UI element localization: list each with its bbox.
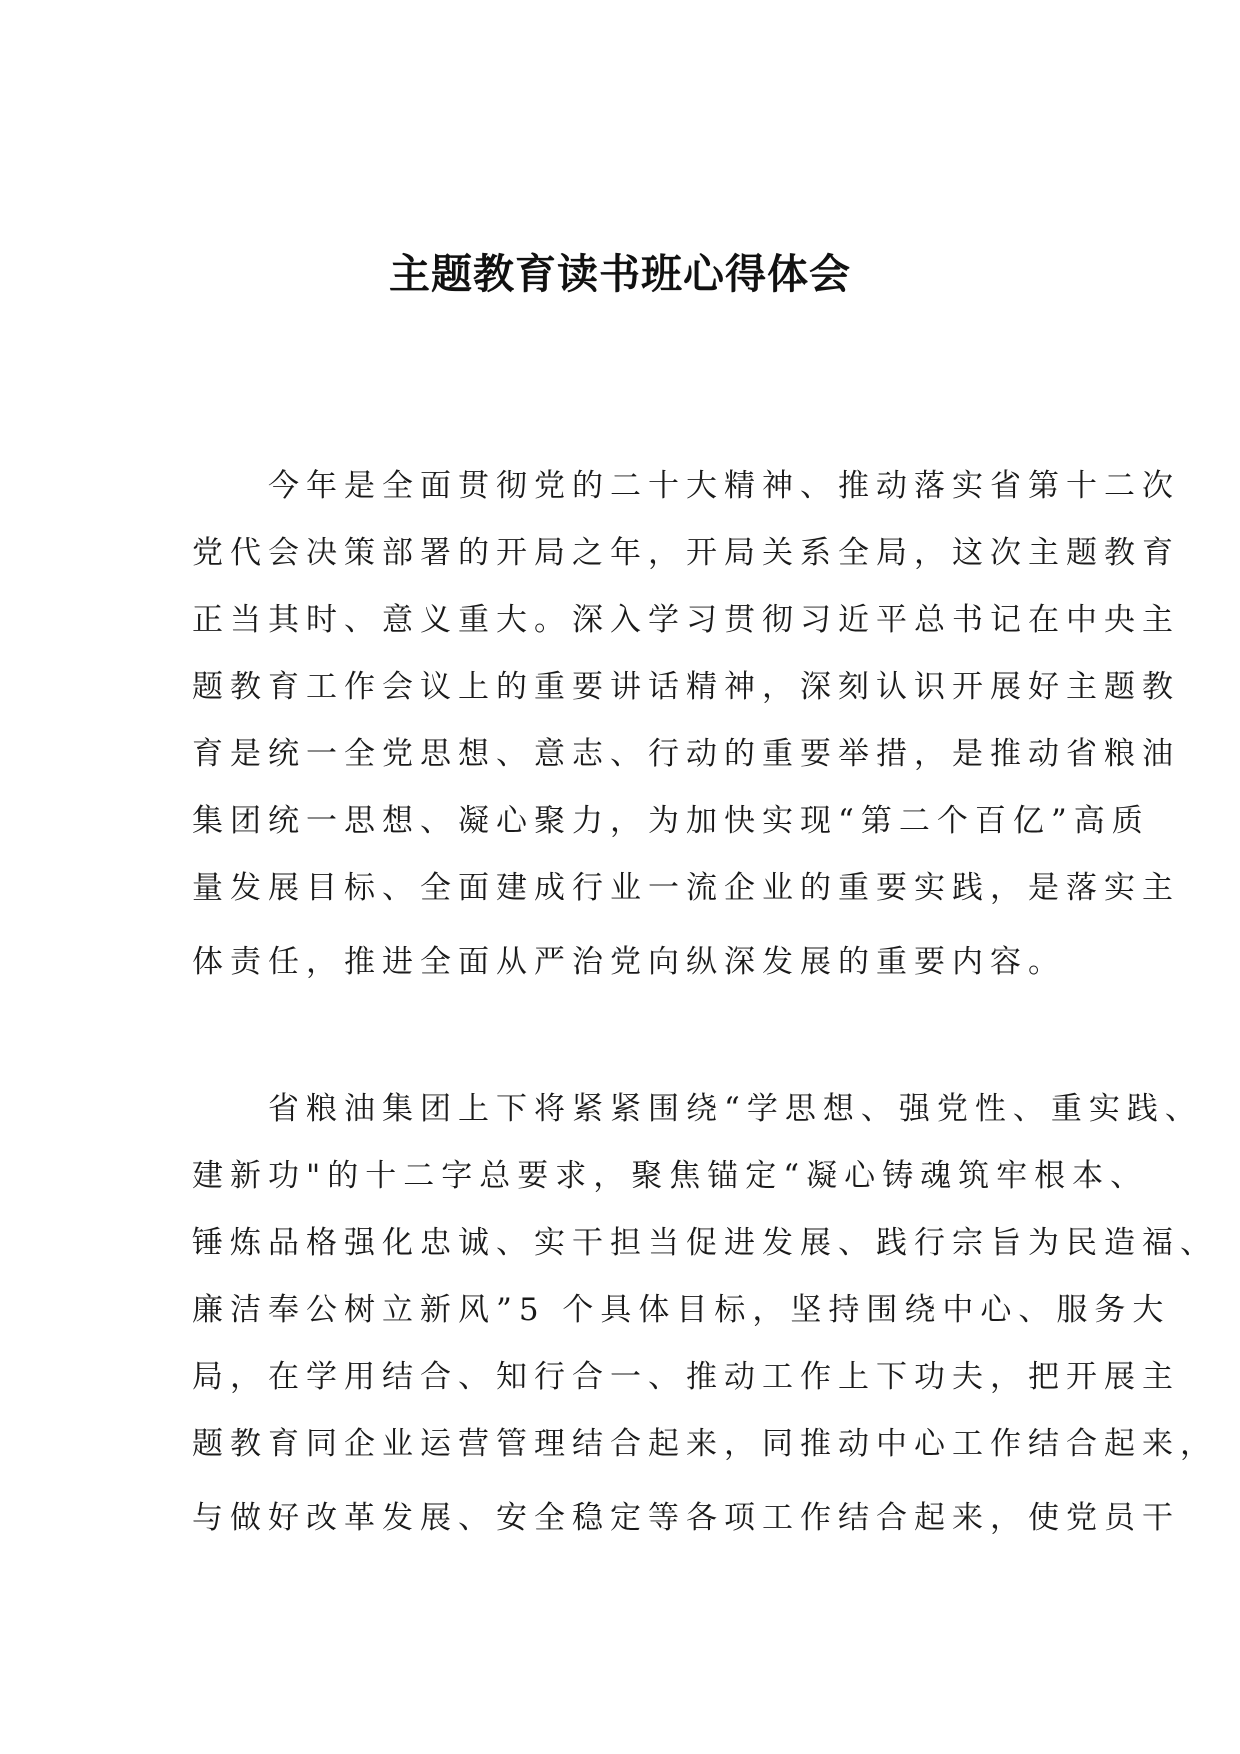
paragraph-line: 局，在学用结合、知行合一、推动工作上下功夫，把开展主 <box>192 1359 1180 1395</box>
paragraph-2 <box>192 1076 1218 1552</box>
paragraph-line: 省粮油集团上下将紧紧围绕“学思想、强党性、重实践、 <box>192 1091 1203 1127</box>
paragraph-1 <box>192 453 1180 996</box>
paragraph-line: 量发展目标、全面建成行业一流企业的重要实践，是落实主 <box>192 870 1180 906</box>
paragraph-line: 廉洁奉公树立新风”5 个具体目标，坚持围绕中心、服务大 <box>192 1292 1171 1328</box>
paragraph-line: 体责任，推进全面从严治党向纵深发展的重要内容。 <box>192 944 1066 980</box>
document-title: 主题教育读书班心得体会 <box>389 250 851 298</box>
paragraph-line: 党代会决策部署的开局之年，开局关系全局，这次主题教育 <box>192 535 1180 571</box>
paragraph-line: 锤炼品格强化忠诚、实干担当促进发展、践行宗旨为民造福、 <box>192 1225 1218 1261</box>
paragraph-line: 题教育工作会议上的重要讲话精神，深刻认识开展好主题教 <box>192 669 1180 705</box>
paragraph-line: 题教育同企业运营管理结合起来，同推动中心工作结合起来， <box>192 1426 1218 1462</box>
paragraph-line: 建新功"的十二字总要求，聚焦锚定“凝心铸魂筑牢根本、 <box>192 1158 1149 1194</box>
paragraph-line: 集团统一思想、凝心聚力，为加快实现“第二个百亿”高质 <box>192 803 1150 839</box>
paragraph-line: 与做好改革发展、安全稳定等各项工作结合起来，使党员干 <box>192 1500 1180 1536</box>
paragraph-line: 今年是全面贯彻党的二十大精神、推动落实省第十二次 <box>192 468 1180 504</box>
paragraph-line: 育是统一全党思想、意志、行动的重要举措，是推动省粮油 <box>192 736 1180 772</box>
paragraph-line: 正当其时、意义重大。深入学习贯彻习近平总书记在中央主 <box>192 602 1180 638</box>
